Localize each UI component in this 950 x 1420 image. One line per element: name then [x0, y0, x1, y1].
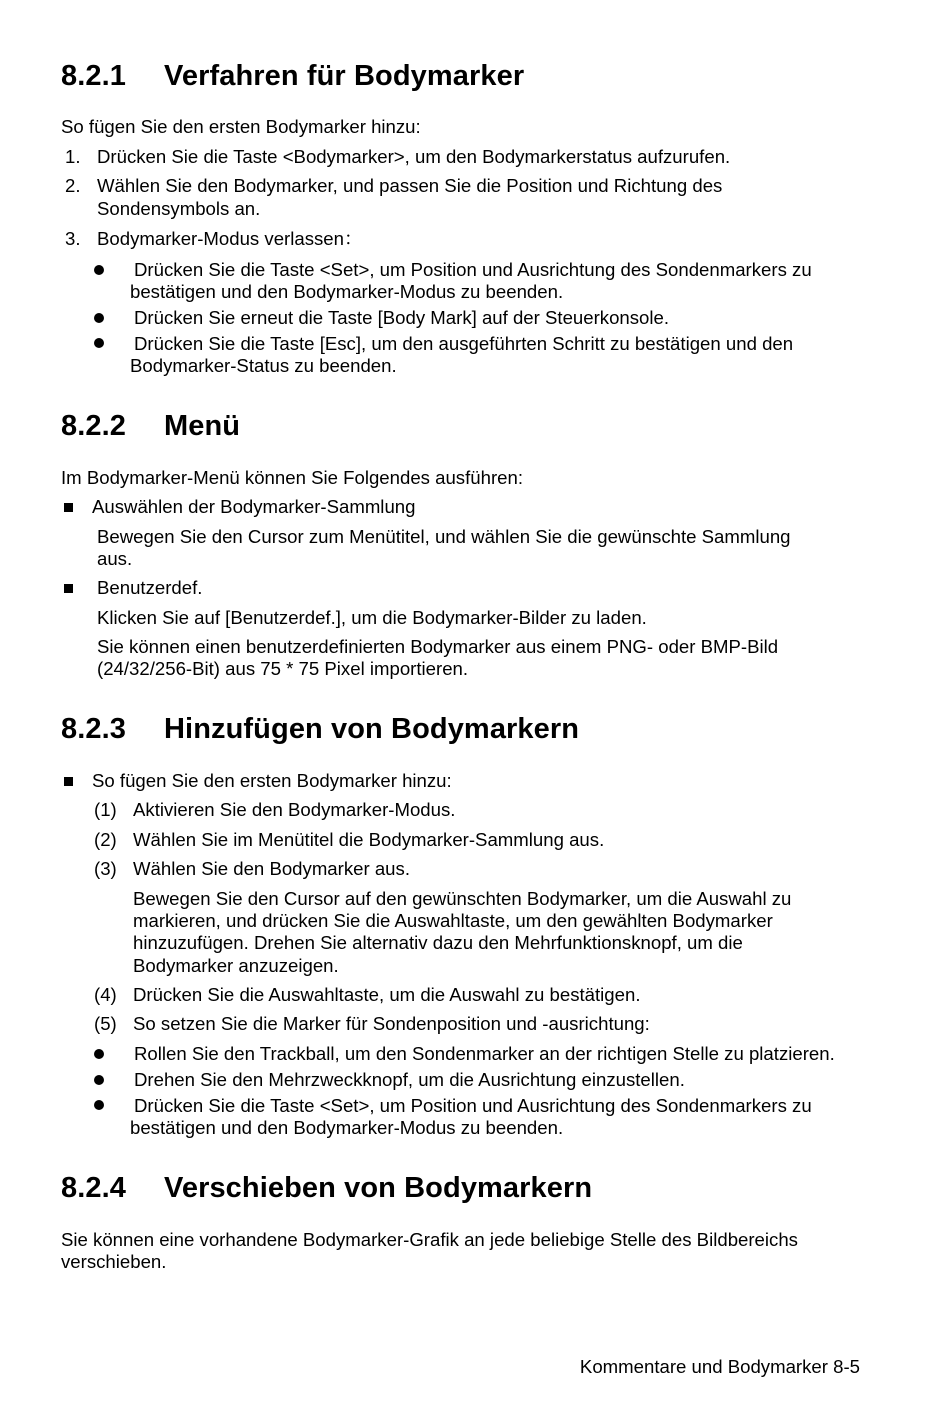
body-text-cont: verschieben. [61, 1251, 167, 1272]
step-number: 2. [65, 175, 81, 196]
intro-text: Im Bodymarker-Menü können Sie Folgendes ausführen: [61, 467, 523, 488]
heading-8-2-2 [61, 410, 240, 443]
body-text: Sie können eine vorhandene Bodymarker-Grafik an jede beliebige Stelle des Bildbereichs [61, 1229, 798, 1250]
intro-text: So fügen Sie den ersten Bodymarker hinzu: [92, 770, 452, 791]
step-text: Wählen Sie den Bodymarker, und passen Sie die Position und Richtung des [97, 175, 723, 196]
bullet-text-cont: bestätigen und den Bodymarker-Modus zu beenden. [130, 1117, 564, 1138]
step-text: Wählen Sie im Menütitel die Bodymarker-Sammlung aus. [133, 829, 605, 850]
bullet-dot-icon [94, 265, 104, 275]
section-number: 8.2.2 [61, 410, 126, 442]
step-number: (2) [94, 829, 117, 850]
menu-item-label: Auswählen der Bodymarker-Sammlung [92, 496, 416, 517]
menu-item-desc-cont: aus. [97, 548, 133, 569]
page-footer: Kommentare und Bodymarker 8-5 [579, 1355, 860, 1377]
step-text: Aktivieren Sie den Bodymarker-Modus. [133, 799, 456, 820]
bullet-text: Drücken Sie die Taste <Set>, um Position und Ausrichtung des Sondenmarkers zu [134, 259, 812, 280]
bullet-dot-icon [94, 313, 104, 323]
step-text: Bodymarker-Modus verlassen： [97, 228, 363, 249]
step-text: Drücken Sie die Taste <Bodymarker>, um den Bodymarkerstatus aufzurufen. [97, 146, 731, 167]
menu-item-desc: Sie können einen benutzerdefinierten Bodymarker aus einem PNG- oder BMP-Bild [97, 636, 779, 657]
section-title: Verschieben von Bodymarkern [164, 1172, 593, 1204]
intro-text: So fügen Sie den ersten Bodymarker hinzu: [61, 116, 421, 137]
step-number: 1. [65, 146, 81, 167]
bullet-text: Drücken Sie erneut die Taste [Body Mark] auf der Steuerkonsole. [134, 307, 670, 328]
bullet-square-icon [64, 503, 73, 512]
heading-8-2-4 [61, 1172, 592, 1205]
step-number: 3. [65, 228, 81, 249]
bullet-square-icon [64, 584, 73, 593]
step-detail: hinzuzufügen. Drehen Sie alternativ dazu den Mehrfunktionsknopf, um die [133, 932, 743, 953]
section-number: 8.2.3 [61, 713, 126, 745]
step-text: So setzen Sie die Marker für Sondenposition und -ausrichtung: [133, 1013, 650, 1034]
bullet-text-cont: Bodymarker-Status zu beenden. [130, 355, 397, 376]
bullet-dot-icon [94, 338, 104, 348]
heading-8-2-3 [61, 713, 579, 746]
section-title: Hinzufügen von Bodymarkern [164, 713, 580, 745]
step-number: (4) [94, 984, 117, 1005]
menu-item-desc: Bewegen Sie den Cursor zum Menütitel, und wählen Sie die gewünschte Sammlung [97, 526, 791, 547]
section-title: Verfahren für Bodymarker [164, 60, 525, 92]
step-number: (5) [94, 1013, 117, 1034]
bullet-text: Drücken Sie die Taste <Set>, um Position und Ausrichtung des Sondenmarkers zu [134, 1095, 812, 1116]
bullet-text: Drücken Sie die Taste [Esc], um den ausgeführten Schritt zu bestätigen und den [134, 333, 794, 354]
step-text: Drücken Sie die Auswahltaste, um die Auswahl zu bestätigen. [133, 984, 641, 1005]
section-number: 8.2.1 [61, 60, 126, 92]
menu-item-desc: Klicken Sie auf [Benutzerdef.], um die Bodymarker-Bilder zu laden. [97, 607, 647, 628]
section-number: 8.2.4 [61, 1172, 126, 1204]
bullet-dot-icon [94, 1049, 104, 1059]
bullet-text-cont: bestätigen und den Bodymarker-Modus zu beenden. [130, 281, 564, 302]
step-detail: Bewegen Sie den Cursor auf den gewünschten Bodymarker, um die Auswahl zu [133, 888, 792, 909]
bullet-text: Drehen Sie den Mehrzweckknopf, um die Ausrichtung einzustellen. [134, 1069, 685, 1090]
menu-item-label: Benutzerdef. [97, 577, 203, 598]
bullet-dot-icon [94, 1075, 104, 1085]
step-detail: Bodymarker anzuzeigen. [133, 955, 339, 976]
step-number: (1) [94, 799, 117, 820]
bullet-square-icon [64, 777, 73, 786]
step-text: Wählen Sie den Bodymarker aus. [133, 858, 410, 879]
step-detail: markieren, und drücken Sie die Auswahltaste, um den gewählten Bodymarker [133, 910, 773, 931]
heading-8-2-1 [61, 60, 524, 93]
section-title: Menü [164, 410, 241, 442]
menu-item-desc-cont: (24/32/256-Bit) aus 75 * 75 Pixel importieren. [97, 658, 469, 679]
bullet-dot-icon [94, 1100, 104, 1110]
step-text-cont: Sondensymbols an. [97, 198, 261, 219]
bullet-text: Rollen Sie den Trackball, um den Sondenmarker an der richtigen Stelle zu platzieren. [134, 1043, 835, 1064]
step-number: (3) [94, 858, 117, 879]
